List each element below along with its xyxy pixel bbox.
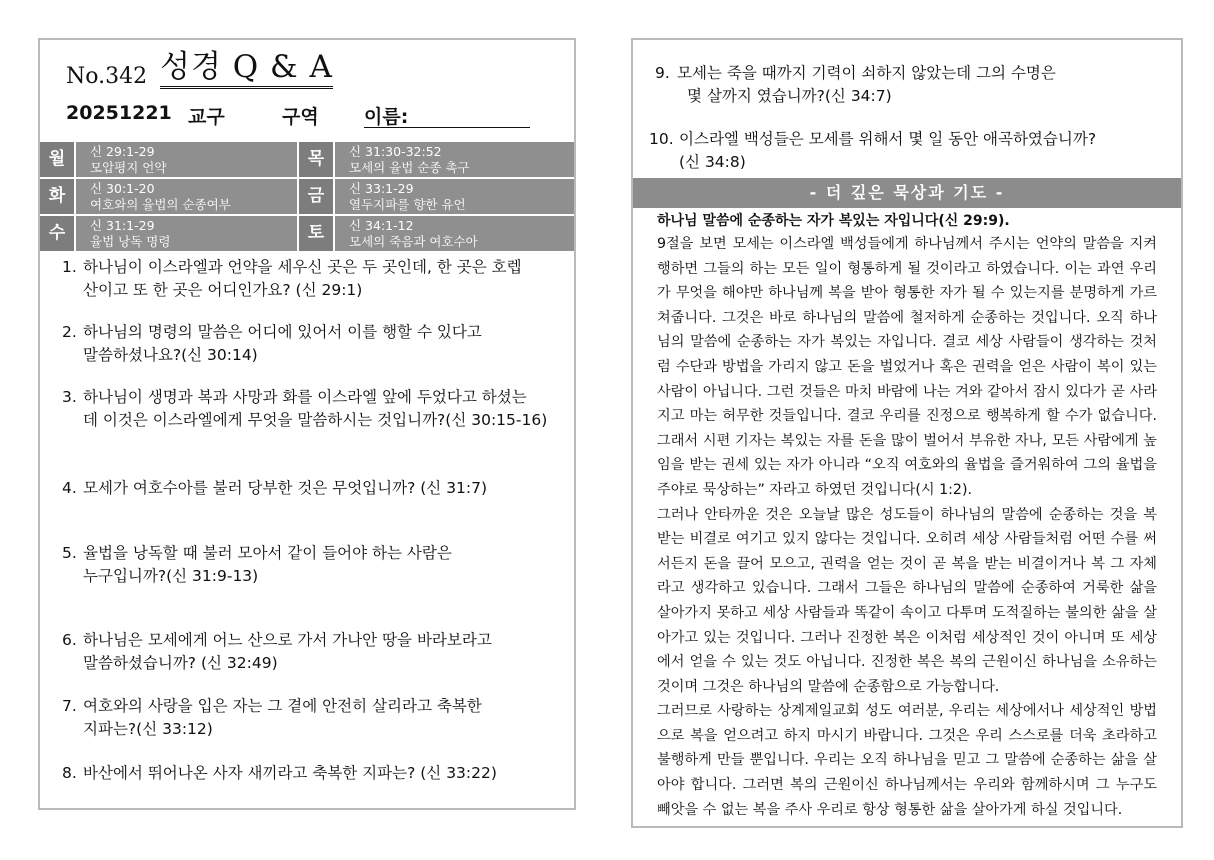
name-underline: [364, 127, 530, 128]
question-text: 산이고 또 한 곳은 어디인가요? (신 29:1): [83, 281, 363, 299]
reading-cell: [335, 142, 574, 177]
question-number: 6.: [62, 631, 77, 649]
schedule-row: [40, 142, 574, 178]
right-sheet: [631, 38, 1183, 828]
schedule-row: [40, 216, 574, 252]
reading-cell: [335, 179, 574, 214]
reading-topic: 율법 낭독 명령: [90, 234, 171, 249]
question-text: 데 이것은 이스라엘에게 무엇을 말씀하시는 것입니까?(신 30:15-16): [83, 411, 548, 429]
question-number: 5.: [62, 544, 77, 562]
date-label: 20251221: [66, 102, 172, 124]
question-number: 4.: [62, 479, 77, 497]
question-text: 하나님의 명령의 말씀은 어디에 있어서 이를 행할 수 있다고: [83, 323, 482, 341]
reading-cell: [335, 216, 574, 251]
question-number: 2.: [62, 323, 77, 341]
name-label: 이름:: [364, 106, 409, 128]
question-text: 하나님이 생명과 복과 사망과 화를 이스라엘 앞에 두었다고 하셨는: [83, 388, 527, 406]
question-text: 하나님이 이스라엘과 언약을 세우신 곳은 두 곳인데, 한 곳은 호렙: [83, 258, 522, 276]
meditation-body: [657, 232, 1157, 822]
reading-topic: 모세의 율법 순종 촉구: [349, 160, 470, 175]
meditation-banner: - 더 깊은 묵상과 기도 -: [633, 178, 1181, 208]
reading-ref: 신 34:1-12: [349, 218, 414, 233]
meditation-paragraph: 그러므로 사랑하는 상계제일교회 성도 여러분, 우리는 세상에서나 세상적인 방법으로 복을 얻으려고 하지 마시기 바랍니다. 그것은 우리 스스로를 더욱 초라하고 불행하게 만들 뿐입니다. 우리는 오직 하나님을 믿고 그 말씀에 순종하는 삶을 살아야 합니다. 그러면 복의 근원이신 하나님께서는 우리와 함께하시며 그 누구도 빼앗을 수 없는 복을 주사 우리로 항상 형통한 삶을 살아가게 하실 것입니다.: [657, 703, 1157, 818]
question-text: 여호와의 사랑을 입은 자는 그 곁에 안전히 살리라고 축복한: [83, 697, 482, 715]
issue-number: No.342: [66, 64, 148, 89]
church-label: 교구: [188, 106, 225, 128]
schedule-row: [40, 179, 574, 215]
question-number: 8.: [62, 764, 77, 782]
reading-schedule: [40, 142, 574, 253]
left-sheet: [38, 38, 576, 810]
page-title: 성경 Q & A: [160, 48, 333, 89]
question-number: 9.: [655, 64, 670, 82]
question-text: 바산에서 뛰어나온 사자 새끼라고 축복한 지파는? (신 33:22): [83, 764, 497, 782]
reading-cell: [76, 142, 297, 177]
question-text: 말씀하셨습니까? (신 32:49): [83, 654, 278, 672]
reading-topic: 모세의 죽음과 여호수아: [349, 234, 478, 249]
meta-row: [66, 102, 556, 130]
question-text: 지파는?(신 33:12): [83, 720, 213, 738]
day-cell: 금: [299, 179, 333, 214]
day-cell: 토: [299, 216, 333, 251]
question-text: (신 34:8): [679, 153, 746, 171]
day-cell: 화: [40, 179, 74, 214]
reading-ref: 신 33:1-29: [349, 181, 414, 196]
district-label: 구역: [282, 106, 319, 128]
question-text: 율법을 낭독할 때 불러 모아서 같이 들어야 하는 사람은: [83, 544, 452, 562]
day-cell: 월: [40, 142, 74, 177]
question-number: 1.: [62, 258, 77, 276]
question-number: 3.: [62, 388, 77, 406]
reading-ref: 신 31:1-29: [90, 218, 155, 233]
meditation-subtitle: 하나님 말씀에 순종하는 자가 복있는 자입니다(신 29:9).: [657, 213, 1010, 229]
day-cell: 목: [299, 142, 333, 177]
meditation-paragraph: 그러나 안타까운 것은 오늘날 많은 성도들이 하나님의 말씀에 순종하는 것을 복 받는 비결로 여기고 있지 않다는 것입니다. 오히려 세상 사람들처럼 어떤 수를 써서든지 돈을 끌어 모으고, 권력을 얻는 것이 곧 복을 받는 비결이거나 복 그 자체라고 생각하고 있습니다. 그래서 그들은 하나님의 말씀에 순종하여 거룩한 삶을 살아가지 못하고 세상 사람들과 똑같이 속이고 다투며 도적질하는 불의한 삶을 살아가고 있는 것입니다. 그러나 진정한 복은 이처럼 세상적인 것이 아니며 또 세상에서 얻을 수 있는 것도 아닙니다. 진정한 복은 복의 근원이신 하나님을 소유하는 것이며 그것은 하나님의 말씀에 순종함으로 가능합니다.: [657, 506, 1157, 695]
reading-ref: 신 30:1-20: [90, 181, 155, 196]
question-text: 모세는 죽을 때까지 기력이 쇠하지 않았는데 그의 수명은: [677, 64, 1056, 82]
question-text: 몇 살까지 였습니까?(신 34:7): [687, 87, 892, 105]
question-text: 이스라엘 백성들은 모세를 위해서 몇 일 동안 애곡하였습니까?: [679, 130, 1097, 148]
question-text: 모세가 여호수아를 불러 당부한 것은 무엇입니까? (신 31:7): [83, 479, 488, 497]
question-text: 누구입니까?(신 31:9-13): [83, 567, 259, 585]
reading-cell: [76, 179, 297, 214]
reading-topic: 여호와의 율법의 순종여부: [90, 197, 231, 212]
question-text: 하나님은 모세에게 어느 산으로 가서 가나안 땅을 바라보라고: [83, 631, 492, 649]
question-number: 7.: [62, 697, 77, 715]
question-number: 10.: [649, 130, 674, 148]
reading-cell: [76, 216, 297, 251]
reading-ref: 신 31:30-32:52: [349, 144, 442, 159]
question-text: 말씀하셨나요?(신 30:14): [83, 346, 258, 364]
sheet-header: [66, 50, 556, 92]
meditation-paragraph: 9절을 보면 모세는 이스라엘 백성들에게 하나님께서 주시는 언약의 말씀을 지켜 행하면 그들의 하는 모든 일이 형통하게 될 것이라고 하였습니다. 이는 과연 우리가 무엇을 해야만 하나님께 복을 받아 형통한 자가 될 수 있는지를 분명하게 가르쳐줍니다. 그것은 바로 하나님의 말씀에 철저하게 순종하는 것입니다. 오직 하나님의 말씀에 순종하는 자가 복있는 자입니다. 결코 세상 사람들이 생각하는 것처럼 수단과 방법을 가리지 않고 돈을 벌었거나 혹은 권력을 얻은 사람이 복이 있는 사람이 아닙니다. 그런 것들은 마치 바람에 나는 겨와 같아서 잠시 있다가 곧 사라지고 마는 허무한 것들입니다. 결코 우리를 진정으로 행복하게 할 수가 없습니다. 그래서 시편 기자는 복있는 자를 돈을 많이 벌어서 부유한 자나, 모든 사람에게 높임을 받는 권세 있는 자가 아니라 “오직 여호와의 율법을 즐거워하여 그의 율법을 주야로 묵상하는” 자라고 하였던 것입니다(시 1:2).: [657, 236, 1157, 498]
day-cell: 수: [40, 216, 74, 251]
reading-topic: 열두지파를 향한 유언: [349, 197, 466, 212]
reading-topic: 모압평지 언약: [90, 160, 167, 175]
reading-ref: 신 29:1-29: [90, 144, 155, 159]
